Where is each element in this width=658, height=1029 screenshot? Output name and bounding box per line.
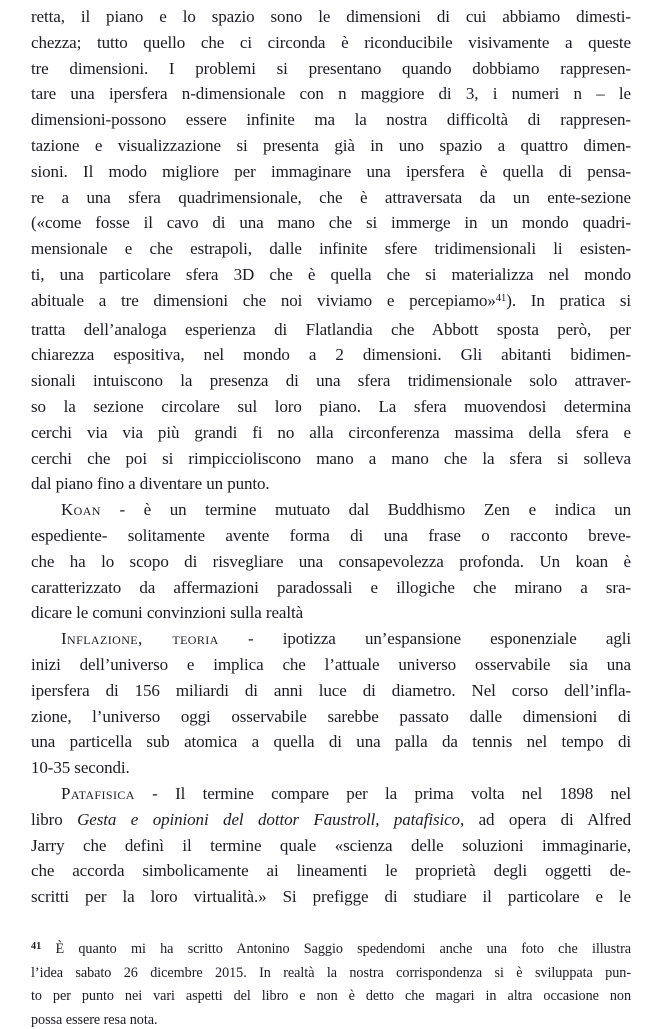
text-segment: zione, l’universo oggi osservabile sarebbe passato dalle dimensioni di [31, 706, 631, 726]
body-text-line [31, 317, 631, 343]
term-smallcaps: Koan [61, 500, 101, 520]
text-segment: una particella sub atomica a quella di una palla da tennis nel tempo di [31, 732, 631, 752]
body-text-line [31, 368, 631, 394]
text-segment: tre dimensioni. I problemi si presentano quando dobbiamo rappresen- [31, 58, 631, 78]
body-text-line [31, 107, 631, 133]
footnote-line [31, 1009, 631, 1029]
text-segment: Jarry che definì il termine quale «scienza delle soluzioni immaginarie, [31, 835, 631, 855]
text-segment: possa essere resa nota. [31, 1011, 158, 1028]
body-text-line [31, 729, 631, 755]
text-segment: - Il termine compare per la prima volta nel 1898 nel [134, 783, 631, 803]
text-segment: scritti per la loro virtualità.» Si prefigge di studiare il particolare e le [31, 887, 631, 907]
body-text-line [31, 342, 631, 368]
body-text-line [31, 56, 631, 82]
body-text-line [31, 497, 631, 523]
text-segment: ipersfera di 156 miliardi di anni luce di diametro. Nel corso dell’infla- [31, 680, 631, 700]
book-title-italic: Gesta e opinioni del dottor Faustroll, patafisico [77, 809, 460, 829]
body-text-line [31, 262, 631, 288]
body-text-line [31, 523, 631, 549]
body-text-line [31, 652, 631, 678]
body-text-line [31, 575, 631, 601]
text-segment: tazione e visualizzazione si presenta già in uno spazio a quattro dimen- [31, 135, 631, 155]
body-text-line [31, 678, 631, 704]
text-segment: sionali intuiscono la presenza di una sfera tridimensionale solo attraver- [31, 371, 631, 391]
body-text-line [31, 781, 631, 807]
footnote-line [31, 962, 631, 985]
text-segment: , ad opera di Alfred [459, 809, 632, 829]
body-text-line [31, 600, 631, 626]
body-text-line [31, 81, 631, 107]
body-text-line [31, 394, 631, 420]
text-segment: caratterizzato da affermazioni paradossali e illogiche che mirano a sra- [31, 577, 631, 597]
body-text-line [31, 4, 631, 30]
text-segment: dimensioni-possono essere infinite ma la nostra difficoltà di rappresen- [31, 110, 631, 130]
body-text-line [31, 185, 631, 211]
body-text-line [31, 133, 631, 159]
term-smallcaps: Patafisica [61, 783, 135, 803]
text-segment: so la sezione circolare sul loro piano. La sfera muovendosi determina [31, 396, 631, 416]
footnote-block [31, 938, 631, 1029]
body-text-line [31, 833, 631, 859]
footnote-line [31, 938, 631, 962]
text-segment: - ipotizza un’espansione esponenziale agli [218, 629, 631, 649]
text-segment: l’idea sabato 26 dicembre 2015. In realtà la nostra corrispondenza si è sviluppata pun- [31, 965, 631, 982]
term-smallcaps: Inflazione, teoria [61, 629, 219, 649]
footnote-marker: 41 [31, 941, 42, 953]
text-segment: espediente- solitamente avente forma di una frase o racconto breve- [31, 525, 631, 545]
text-segment: che accorda simbolicamente ai lineamenti le proprietà degli oggetti de- [31, 861, 631, 881]
body-text-line [31, 858, 631, 884]
body-text-line [31, 626, 631, 652]
text-segment: to per punto nei vari aspetti del libro e non è detto che magari in altra occasione non [31, 988, 631, 1005]
text-segment: mensionale e che estrapoli, dalle infinite sfere tridimensionali li esisten- [31, 239, 631, 259]
body-text-line [31, 236, 631, 262]
body-text-line [31, 755, 631, 781]
text-segment: ). In pratica si [506, 290, 631, 310]
body-text-line [31, 210, 631, 236]
text-segment: chiarezza espositiva, nel mondo a 2 dimensioni. Gli abitanti bidimen- [31, 345, 631, 365]
text-segment: inizi dell’universo e implica che l’attuale universo osservabile sia una [31, 654, 631, 674]
body-text-block [31, 4, 631, 910]
text-segment: re a una sfera quadrimensionale, che è attraversata da un ente-sezione [31, 187, 631, 207]
body-text-line [31, 704, 631, 730]
text-segment: abituale a tre dimensioni che noi viviamo e percepiamo» [31, 290, 496, 310]
text-segment: cerchi che poi si rimpiccioliscono mano a mano che la sfera si solleva [31, 448, 631, 468]
footnote-line [31, 985, 631, 1008]
text-segment: dicare le comuni convinzioni sulla realtà [31, 603, 304, 623]
text-segment: libro [31, 809, 78, 829]
body-text-line [31, 471, 631, 497]
text-segment: dal piano fino a diventare un punto. [31, 474, 270, 494]
body-text-line [31, 446, 631, 472]
text-segment: tare una ipersfera n-dimensionale con n maggiore di 3, i numeri n – le [31, 84, 631, 104]
body-text-line [31, 288, 631, 317]
text-segment: cerchi via via più grandi fi no alla circonferenza massima della sfera e [31, 422, 631, 442]
text-segment: retta, il piano e lo spazio sono le dimensioni di cui abbiamo dimesti- [31, 7, 631, 26]
body-text-line [31, 420, 631, 446]
text-segment: chezza; tutto quello che ci circonda è riconducibile visivamente a queste [31, 32, 631, 52]
body-text-line [31, 30, 631, 56]
body-text-line [31, 807, 631, 833]
text-segment: ti, una particolare sfera 3D che è quella che si materializza nel mondo [31, 264, 631, 284]
footnote-reference: 41 [495, 293, 507, 305]
text-segment: tratta dell’analoga esperienza di Flatlandia che Abbott sposta però, per [31, 319, 631, 339]
text-segment: È quanto mi ha scritto Antonino Saggio spedendomi anche una foto che illustra [41, 940, 631, 957]
body-text-line [31, 159, 631, 185]
text-segment: che ha lo scopo di risvegliare una consapevolezza profonda. Un koan è [31, 551, 631, 571]
text-segment: - è un termine mutuato dal Buddhismo Zen e indica un [100, 500, 631, 520]
text-segment: («come fosse il cavo di una mano che si immerge in un mondo quadri- [31, 213, 631, 233]
body-text-line [31, 549, 631, 575]
body-text-line [31, 884, 631, 910]
text-segment: sioni. Il modo migliore per immaginare una ipersfera è quella di pensa- [31, 161, 631, 181]
text-segment: 10-35 secondi. [31, 758, 130, 778]
